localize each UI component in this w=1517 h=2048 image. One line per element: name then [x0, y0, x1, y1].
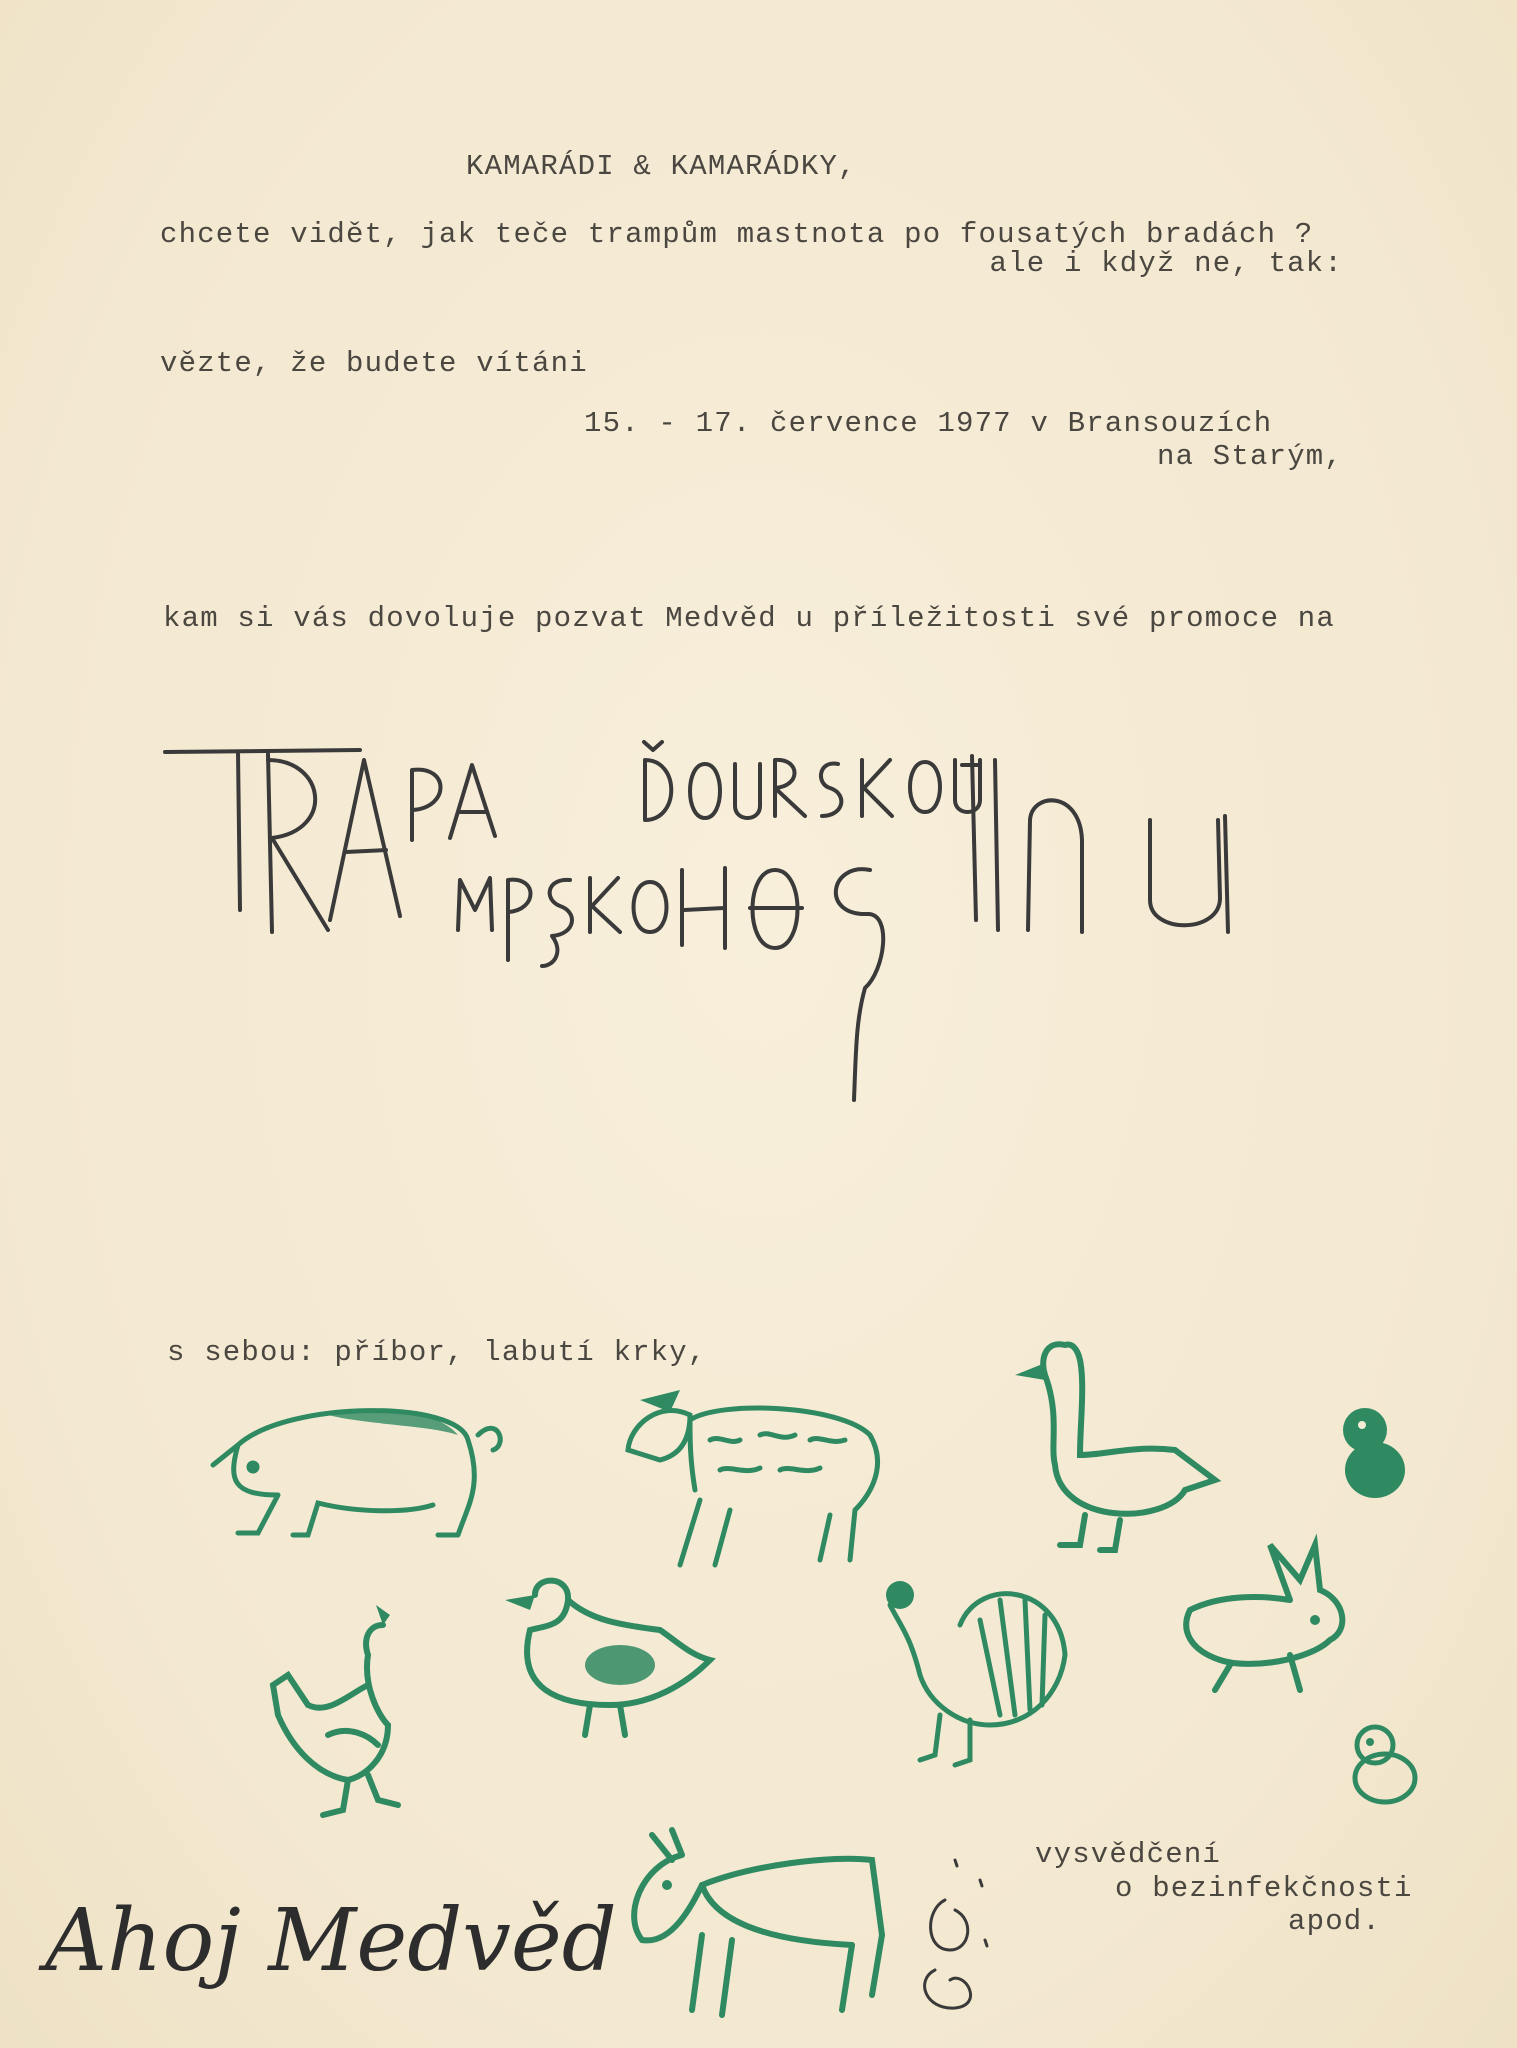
heading: KAMARÁDI & KAMARÁDKY,	[466, 150, 857, 183]
paragraph-1-line-1: chcete vidět, jak teče trampům mastnota po fousatých bradách ?	[160, 218, 1314, 251]
pig-stamp	[208, 1395, 518, 1545]
paragraph-2-line-2: 15. - 17. července 1977 v Bransouzích	[584, 407, 1273, 440]
rabbit-stamp	[1170, 1540, 1350, 1700]
goose-stamp	[1005, 1335, 1220, 1565]
chick-stamp-bottom	[1340, 1720, 1430, 1810]
goat-stamp	[612, 1825, 892, 2025]
signature-text: Ahoj Medvěd	[45, 1891, 617, 1991]
turkey-stamp	[870, 1565, 1070, 1775]
duck-stamp	[500, 1570, 715, 1745]
pencil-doodle	[895, 1840, 1015, 2030]
bring-along-line: s sebou: příbor, labutí krky,	[167, 1336, 707, 1369]
paragraph-2-line-3: na Starým,	[1156, 440, 1343, 473]
paragraph-2-line-1: vězte, že budete vítáni	[160, 347, 588, 380]
paragraph-3: kam si vás dovoluje pozvat Medvěd u příležitosti své promoce na	[163, 602, 1335, 635]
sheep-stamp	[620, 1380, 890, 1570]
signature	[35, 1850, 617, 2020]
chick-stamp-top	[1330, 1405, 1420, 1505]
note-line-1: vysvědčení	[1035, 1838, 1222, 1871]
handwritten-title	[150, 720, 1300, 1100]
paragraph-1-line-2: ale i když ne, tak:	[989, 247, 1343, 280]
rooster-stamp	[268, 1605, 448, 1825]
note-line-2: o bezinfekčnosti	[1115, 1872, 1413, 1905]
note-line-3: apod.	[1288, 1905, 1382, 1938]
